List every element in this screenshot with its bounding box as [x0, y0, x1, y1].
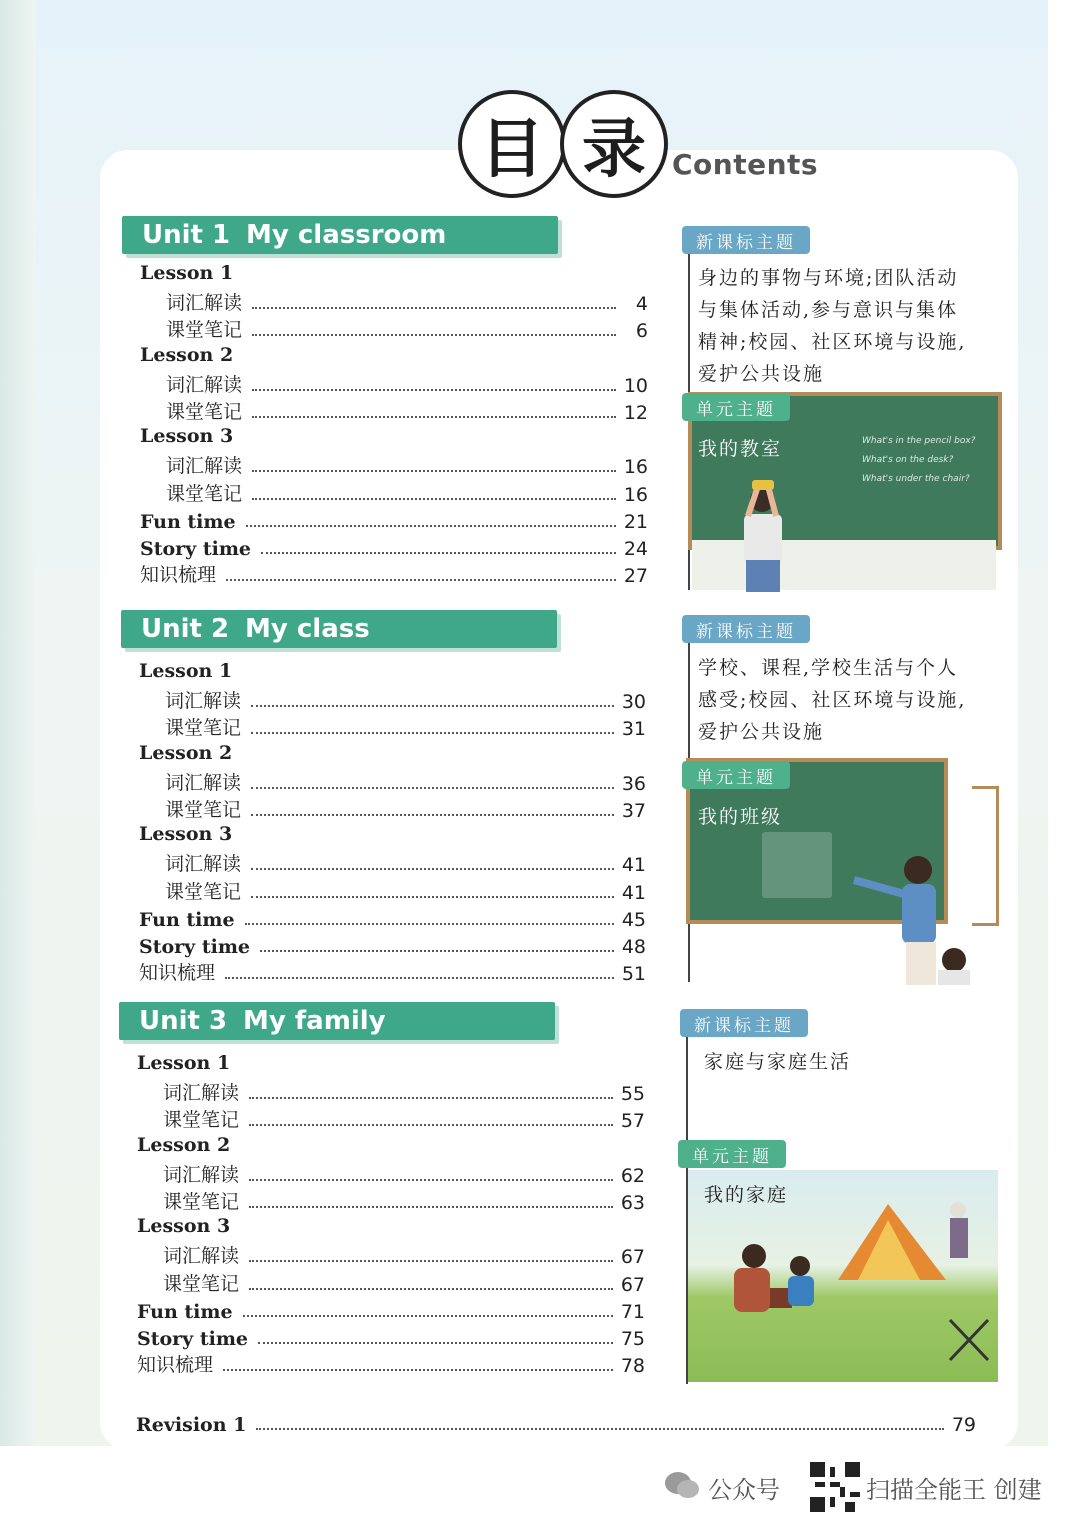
student-figure-illustration	[730, 480, 790, 592]
toc-entry-label: 课堂笔记	[163, 1273, 240, 1295]
board-text: What's on the desk?	[862, 455, 954, 465]
page-number: 55	[620, 1083, 645, 1105]
toc-entry-row[interactable]	[163, 1270, 645, 1296]
leader-dots	[226, 579, 616, 581]
page-number: 6	[635, 320, 648, 342]
page-number: 4	[635, 293, 648, 315]
qr-code-icon	[810, 1462, 860, 1512]
title-char-1: 目	[458, 90, 566, 198]
leader-dots	[256, 1428, 943, 1430]
leader-dots	[249, 1260, 613, 1262]
theme-line: 感受;校园、社区环境与设施,	[698, 689, 967, 711]
page-left-edge	[0, 0, 36, 1450]
theme-line: 与集体活动,参与意识与集体	[698, 299, 959, 321]
leader-dots	[249, 1124, 613, 1126]
unit-number: Unit 1	[142, 220, 231, 250]
page-number: 41	[621, 854, 646, 876]
leader-dots	[249, 1206, 613, 1208]
leader-dots	[223, 1369, 613, 1371]
toc-entry-label: 课堂笔记	[163, 1191, 240, 1213]
unit-2-header[interactable]	[121, 610, 557, 648]
toc-entry-label: 课堂笔记	[165, 717, 242, 739]
toc-entry-row[interactable]	[140, 561, 648, 587]
unit-theme-tag: 单元主题	[682, 393, 790, 421]
toc-entry-row[interactable]	[139, 932, 646, 958]
toc-lesson-heading: Lesson 1	[140, 262, 234, 284]
page-right-edge	[1048, 0, 1080, 1528]
page-number: 36	[621, 773, 646, 795]
leader-dots	[252, 470, 616, 472]
page-number: 57	[620, 1110, 645, 1132]
toc-entry-row[interactable]	[137, 1351, 645, 1377]
toc-entry-label: 词汇解读	[163, 1245, 240, 1267]
toc-entry-label: 课堂笔记	[166, 401, 243, 423]
leader-dots	[252, 389, 616, 391]
toc-entry-row[interactable]	[137, 1297, 645, 1323]
leader-dots	[251, 705, 614, 707]
board-text: What's under the chair?	[862, 474, 970, 484]
leader-dots	[251, 868, 614, 870]
curriculum-theme-tag: 新课标主题	[682, 615, 810, 643]
toc-entry-label: 课堂笔记	[166, 483, 243, 505]
toc-entry-label: 词汇解读	[165, 772, 242, 794]
leader-dots	[252, 498, 616, 500]
page-number: 62	[620, 1165, 645, 1187]
toc-entry-label: 知识梳理	[140, 564, 217, 586]
page-number: 16	[623, 456, 648, 478]
toc-entry-row[interactable]	[165, 850, 646, 876]
unit-theme-tag: 单元主题	[678, 1140, 786, 1168]
unit-1-header[interactable]	[122, 216, 558, 254]
unit-title: My classroom	[246, 220, 447, 250]
toc-entry-row[interactable]	[163, 1242, 645, 1268]
page-number: 51	[621, 963, 646, 985]
toc-entry-row[interactable]	[166, 371, 648, 397]
leader-dots	[260, 950, 614, 952]
toc-entry-label: 课堂笔记	[166, 319, 243, 341]
unit-title: My family	[243, 1006, 386, 1036]
toc-entry-label: 知识梳理	[139, 962, 216, 984]
toc-entry-label: 词汇解读	[165, 853, 242, 875]
scanner-watermark: 扫描全能王 创建	[866, 1476, 1042, 1504]
toc-entry-label: 课堂笔记	[165, 881, 242, 903]
toc-entry-row[interactable]	[163, 1188, 645, 1214]
leader-dots	[261, 552, 616, 554]
toc-entry-label: 词汇解读	[165, 690, 242, 712]
unit-number: Unit 2	[141, 614, 230, 644]
theme-line: 精神;校园、社区环境与设施,	[698, 331, 967, 353]
toc-lesson-heading: Lesson 1	[139, 660, 233, 682]
toc-entry-label: 词汇解读	[163, 1082, 240, 1104]
unit-theme-text: 我的教室	[698, 438, 783, 460]
page-number: 27	[623, 565, 648, 587]
leader-dots	[251, 732, 614, 734]
toc-entry-row[interactable]	[163, 1106, 645, 1132]
toc-entry-label: 词汇解读	[166, 374, 243, 396]
toc-entry-label: 课堂笔记	[163, 1109, 240, 1131]
toc-entry-label: 课堂笔记	[165, 799, 242, 821]
leader-dots	[251, 787, 614, 789]
toc-entry-label: 词汇解读	[166, 455, 243, 477]
page-number: 63	[620, 1192, 645, 1214]
toc-entry-row[interactable]	[165, 878, 646, 904]
unit-theme-text: 我的班级	[698, 806, 783, 828]
toc-lesson-heading: Lesson 3	[140, 425, 234, 447]
title-char-2: 录	[560, 90, 668, 198]
page-number: 31	[621, 718, 646, 740]
page-number: 12	[623, 402, 648, 424]
leader-dots	[258, 1342, 613, 1344]
page-number: 48	[621, 936, 646, 958]
page-number: 21	[623, 511, 648, 533]
toc-entry-label: 知识梳理	[137, 1354, 214, 1376]
wechat-account-label: 公众号	[708, 1476, 780, 1504]
toc-entry-label: 词汇解读	[166, 292, 243, 314]
leader-dots	[252, 307, 616, 309]
leader-dots	[251, 896, 614, 898]
curriculum-theme-tag: 新课标主题	[680, 1009, 808, 1037]
toc-entry-row[interactable]	[139, 959, 646, 985]
leader-dots	[249, 1179, 613, 1181]
toc-entry-row[interactable]	[163, 1161, 645, 1187]
unit-theme-tag: 单元主题	[682, 761, 790, 789]
leader-dots	[249, 1288, 613, 1290]
toc-entry-row[interactable]	[165, 796, 646, 822]
leader-dots	[252, 416, 616, 418]
page-number: 79	[951, 1414, 976, 1436]
curriculum-theme-text	[698, 262, 966, 390]
toc-lesson-heading: Lesson 2	[139, 742, 233, 764]
toc-entry-row[interactable]	[165, 714, 646, 740]
toc-lesson-heading: Lesson 2	[140, 344, 234, 366]
toc-entry-label: Story time	[140, 538, 252, 560]
toc-entry-label: Story time	[139, 936, 251, 958]
toc-entry-row[interactable]	[166, 398, 648, 424]
toc-entry-label: 词汇解读	[163, 1164, 240, 1186]
toc-lesson-heading: Lesson 2	[137, 1134, 231, 1156]
page-number: 67	[620, 1246, 645, 1268]
toc-entry-label: Fun time	[139, 909, 235, 931]
page-number: 16	[623, 484, 648, 506]
curriculum-theme-text	[698, 652, 966, 748]
theme-line: 爱护公共设施	[698, 721, 825, 743]
toc-entry-row[interactable]	[166, 480, 648, 506]
page-number: 30	[621, 691, 646, 713]
toc-entry-label: Story time	[137, 1328, 249, 1350]
page-number: 37	[621, 800, 646, 822]
toc-lesson-heading: Lesson 3	[137, 1215, 231, 1237]
page-number: 75	[620, 1328, 645, 1350]
theme-line: 爱护公共设施	[698, 363, 825, 385]
page-number: 45	[621, 909, 646, 931]
toc-entry-row[interactable]	[137, 1324, 645, 1350]
leader-dots	[249, 1097, 613, 1099]
toc-entry-row[interactable]	[166, 289, 648, 315]
theme-line: 学校、课程,学校生活与个人	[698, 657, 959, 679]
leader-dots	[246, 525, 616, 527]
leader-dots	[243, 1315, 613, 1317]
toc-entry-row[interactable]	[165, 769, 646, 795]
page-number: 24	[623, 538, 648, 560]
title-english: Contents	[672, 148, 819, 181]
leader-dots	[225, 977, 614, 979]
wechat-icon	[664, 1470, 700, 1500]
unit-title: My class	[245, 614, 370, 644]
page-number: 71	[620, 1301, 645, 1323]
curriculum-theme-tag: 新课标主题	[682, 226, 810, 254]
toc-entry-row[interactable]	[165, 687, 646, 713]
page-number: 41	[621, 882, 646, 904]
toc-entry-row[interactable]	[139, 905, 646, 931]
theme-line: 身边的事物与环境;团队活动	[698, 267, 959, 289]
page-number: 78	[620, 1355, 645, 1377]
revision-label: Revision 1	[136, 1414, 247, 1436]
leader-dots	[252, 334, 616, 336]
toc-revision-row[interactable]	[136, 1410, 976, 1436]
toc-entry-row[interactable]	[166, 452, 648, 478]
toc-lesson-heading: Lesson 1	[137, 1052, 231, 1074]
toc-entry-label: Fun time	[137, 1301, 233, 1323]
toc-lesson-heading: Lesson 3	[139, 823, 233, 845]
page-number: 67	[620, 1274, 645, 1296]
toc-entry-row[interactable]	[140, 534, 648, 560]
board-text: What's in the pencil box?	[862, 436, 976, 446]
toc-entry-row[interactable]	[163, 1079, 645, 1105]
toc-entry-row[interactable]	[140, 507, 648, 533]
theme-line: 家庭与家庭生活	[704, 1051, 852, 1073]
unit-3-header[interactable]	[119, 1002, 555, 1040]
unit-theme-text: 我的家庭	[704, 1184, 789, 1206]
page-number: 10	[623, 375, 648, 397]
toc-entry-row[interactable]	[166, 316, 648, 342]
leader-dots	[251, 814, 614, 816]
leader-dots	[245, 923, 614, 925]
teacher-figure-illustration	[850, 850, 980, 985]
curriculum-theme-text	[704, 1046, 851, 1078]
toc-entry-label: Fun time	[140, 511, 236, 533]
unit-number: Unit 3	[139, 1006, 228, 1036]
